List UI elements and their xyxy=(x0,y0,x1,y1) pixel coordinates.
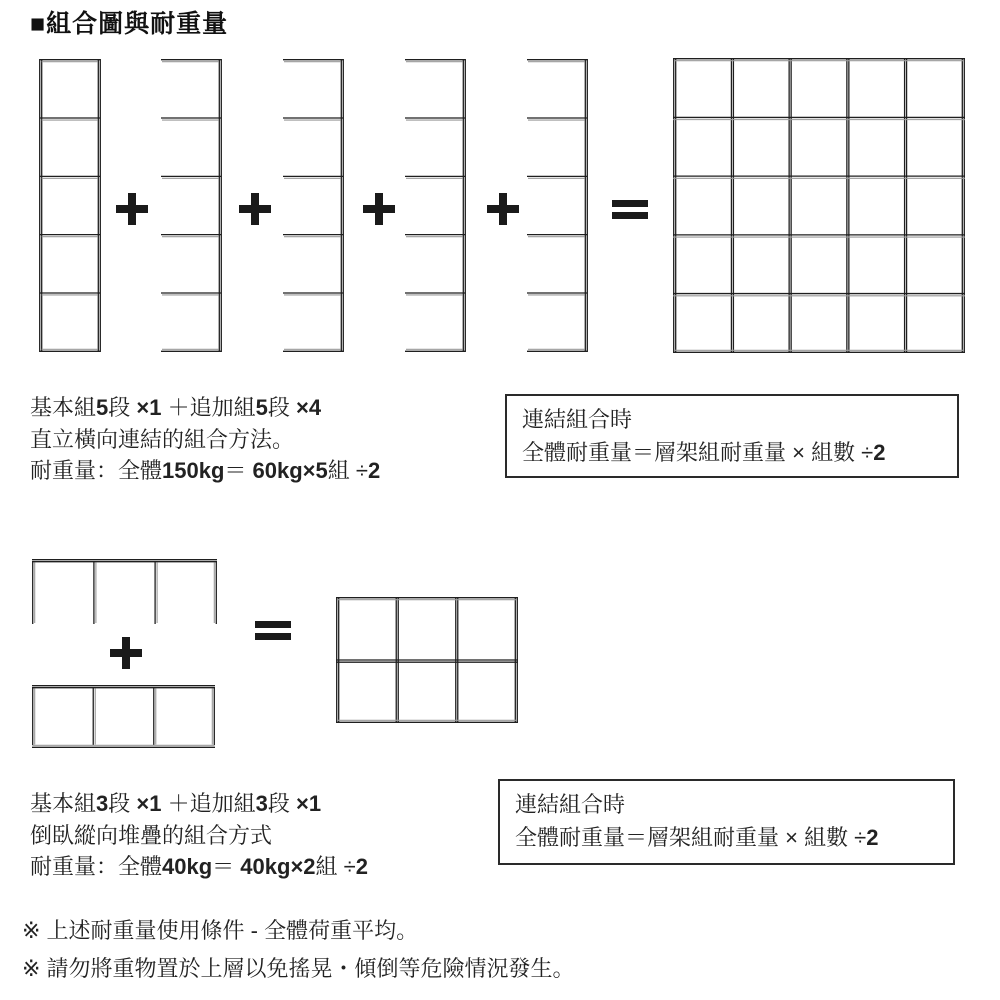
text-segment: 3 xyxy=(96,791,109,816)
basic-shelf-5-diagram xyxy=(39,59,101,352)
plus-icon xyxy=(487,193,519,225)
load-capacity-text xyxy=(30,455,380,487)
text-segment: 組 xyxy=(315,854,344,879)
addon-shelf-3-diagram xyxy=(32,559,217,625)
text-segment: ＋追加組 xyxy=(161,791,256,816)
text-segment: 2 xyxy=(873,440,886,465)
combination-formula-text xyxy=(30,392,380,424)
text-segment: ×1 xyxy=(136,395,162,420)
footnotes xyxy=(22,912,575,988)
text-segment: ＝ xyxy=(224,458,253,483)
text-segment: ÷ xyxy=(355,458,368,483)
text-segment: ×4 xyxy=(295,395,322,420)
text-segment: 40kg xyxy=(162,854,213,879)
plus-icon xyxy=(363,193,395,225)
text-segment: 60kg×5 xyxy=(252,458,328,483)
note-box-title: 連結組合時 xyxy=(515,792,626,817)
result-grid-3x2-diagram xyxy=(336,597,518,723)
text-segment: 耐重量：全體 xyxy=(30,854,163,879)
note-box-formula xyxy=(522,436,957,469)
text-segment: ＋追加組 xyxy=(161,395,256,420)
note-box-title: 連結組合時 xyxy=(522,407,633,432)
text-segment: ＝ xyxy=(212,854,241,879)
text-segment: 2 xyxy=(866,825,879,850)
footnote: ※ 上述耐重量使用條件 - 全體荷重平均。 xyxy=(22,918,419,943)
plus-icon xyxy=(110,637,142,669)
text-segment: 段 xyxy=(108,791,137,816)
text-segment: 150kg xyxy=(162,458,225,483)
text-segment: 5 xyxy=(255,395,268,420)
combination-formula-text xyxy=(30,788,368,820)
load-capacity-text xyxy=(30,851,368,883)
addon-shelf-5-diagram xyxy=(161,59,222,352)
text-segment: 全體耐重量＝層架組耐重量 × 組數 ÷ xyxy=(522,440,874,465)
addon-shelf-5-diagram xyxy=(527,59,588,352)
equals-icon xyxy=(255,621,291,640)
text-segment: ×1 xyxy=(295,791,322,816)
text-segment: 5 xyxy=(96,395,109,420)
text-segment: 段 xyxy=(267,791,296,816)
combination-method-text: 倒臥縱向堆疊的組合方式 xyxy=(30,822,273,848)
note-box xyxy=(505,394,959,478)
text-segment: ×1 xyxy=(136,791,162,816)
addon-shelf-5-diagram xyxy=(283,59,344,352)
section1-caption xyxy=(30,392,380,487)
result-grid-5x5-diagram xyxy=(673,58,965,353)
text-segment: 40kg×2 xyxy=(240,854,316,879)
combination-method-text: 直立橫向連結的組合方法。 xyxy=(30,426,295,452)
text-segment: 段 xyxy=(108,395,137,420)
text-segment: 基本組 xyxy=(30,395,97,420)
text-segment: 組 xyxy=(327,458,356,483)
text-segment: 2 xyxy=(355,854,368,879)
note-box xyxy=(498,779,955,865)
text-segment: 段 xyxy=(267,395,296,420)
note-box-formula xyxy=(515,821,953,854)
text-segment: 2 xyxy=(367,458,381,483)
footnote: ※ 請勿將重物置於上層以免搖晃・傾倒等危險情況發生。 xyxy=(22,956,575,981)
text-segment: 基本組 xyxy=(30,791,97,816)
text-segment: 耐重量：全體 xyxy=(30,458,163,483)
text-segment: 3 xyxy=(255,791,268,816)
addon-shelf-5-diagram xyxy=(405,59,466,352)
plus-icon xyxy=(239,193,271,225)
text-segment: ÷ xyxy=(343,854,356,879)
section2-caption xyxy=(30,788,368,883)
text-segment: 全體耐重量＝層架組耐重量 × 組數 ÷ xyxy=(515,825,867,850)
plus-icon xyxy=(116,193,148,225)
page-title: ■組合圖與耐重量 xyxy=(30,10,229,38)
basic-shelf-3-diagram xyxy=(32,685,215,748)
equals-icon xyxy=(612,200,648,219)
